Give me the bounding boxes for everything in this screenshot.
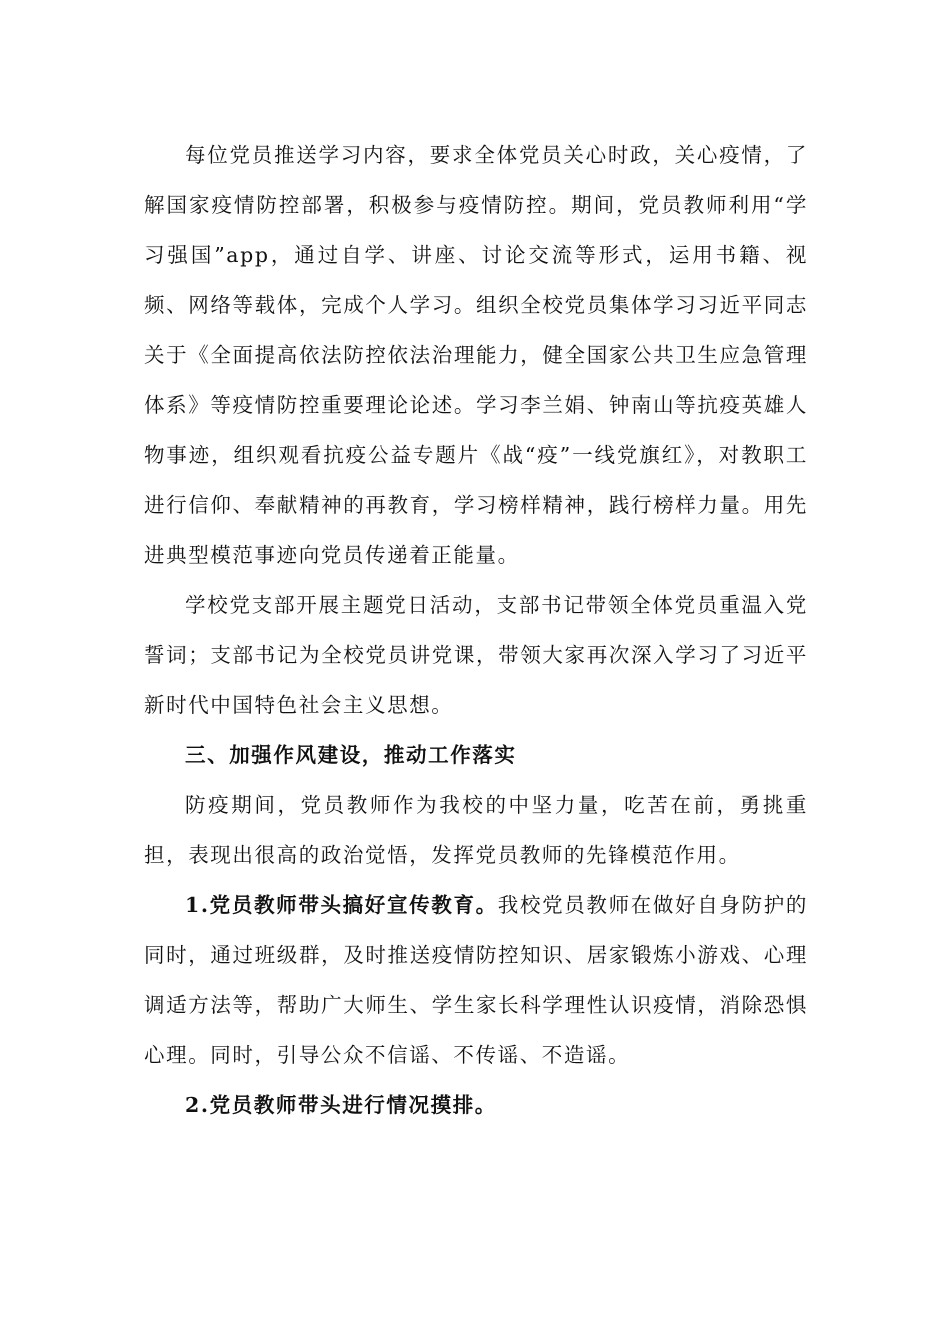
section-heading: 三、加强作风建设，推动工作落实 (185, 743, 517, 767)
list-item-1-text: 我校党员教师在做好自身防护的同时，通过班级群，及时推送疫情防控知识、居家锻炼小游戏、心理调适方法等，帮助广大师生、学生家长科学理性认识疫情，消除恐惧心理。同时，引导公众不信谣、不传谣、不造谣。 (144, 893, 808, 1067)
paragraph-party-day: 学校党支部开展主题党日活动，支部书记带领全体党员重温入党誓词；支部书记为全校党员讲党课，带领大家再次深入学习了习近平新时代中国特色社会主义思想。 (144, 593, 808, 717)
list-item-1 (144, 880, 808, 1080)
list-item-2 (144, 1080, 808, 1130)
list-item-2-lead: 2.党员教师带头进行情况摸排。 (185, 1093, 497, 1117)
document-body (144, 130, 808, 1130)
list-item-1-lead: 1.党员教师带头搞好宣传教育。 (185, 893, 498, 917)
paragraph-study-content: 每位党员推送学习内容，要求全体党员关心时政，关心疫情，了解国家疫情防控部署，积极参与疫情防控。期间，党员教师利用“学习强国”app，通过自学、讲座、讨论交流等形式，运用书籍、视频、网络等载体，完成个人学习。组织全校党员集体学习习近平同志关于《全面提高依法防控依法治理能力，健全国家公共卫生应急管理体系》等疫情防控重要理论论述。学习李兰娟、钟南山等抗疫英雄人物事迹，组织观看抗疫公益专题片《战“疫”一线党旗红》，对教职工进行信仰、奉献精神的再教育，学习榜样精神，践行榜样力量。用先进典型模范事迹向党员传递着正能量。 (144, 143, 808, 567)
paragraph-section-intro: 防疫期间，党员教师作为我校的中坚力量，吃苦在前，勇挑重担，表现出很高的政治觉悟，发挥党员教师的先锋模范作用。 (144, 793, 808, 867)
